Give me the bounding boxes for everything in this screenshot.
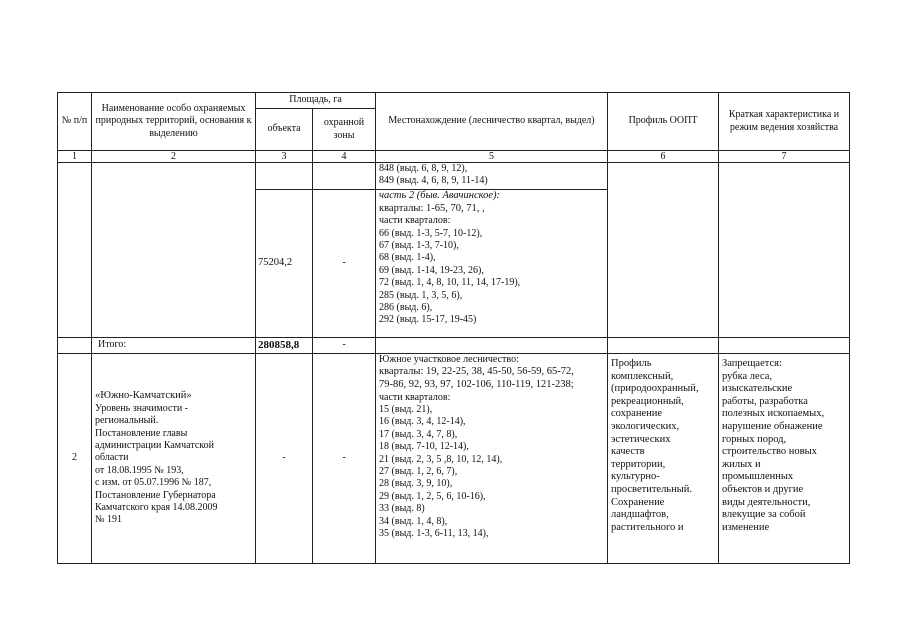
location-line: 15 (выд. 21), [379, 404, 433, 415]
row1-name [92, 163, 256, 338]
location-line: 292 (выд. 15-17, 19-45) [379, 314, 477, 326]
regime-line: Запрещается: [722, 358, 782, 369]
location-line: 18 (выд. 7-10, 12-14), [379, 441, 469, 453]
location-line: 67 (выд. 1-3, 7-10), [379, 240, 459, 251]
row1-location [376, 190, 608, 338]
name-line: с изм. от 05.07.1996 № 187, [95, 477, 212, 489]
row2-name [92, 354, 256, 564]
row2-profile [608, 354, 719, 564]
header-location: Местонахождение (лесничество квартал, выдел) [376, 93, 608, 151]
table-row [58, 163, 850, 190]
location-line: 285 (выд. 1, 3, 5, 6), [379, 289, 463, 301]
table-row [58, 354, 850, 564]
regime-line: нарушение обнажение [722, 420, 823, 432]
regime-line: изменение [722, 521, 770, 533]
row1-area-object: 75204,2 [256, 190, 313, 338]
location-line: 848 (выд. 6, 8, 9, 12), [379, 163, 468, 174]
regime-line: влекущие за собой [722, 509, 806, 521]
row1-location-top [376, 163, 608, 190]
row1-profile [608, 163, 719, 338]
location-line: Южное участковое лесничество: [379, 354, 519, 365]
regime-line: промышленных [722, 471, 794, 483]
row2-no: 2 [58, 354, 92, 564]
regime-line: изыскательские [722, 383, 793, 395]
header-row-1 [58, 93, 850, 109]
location-line: 69 (выд. 1-14, 19-23, 26), [379, 264, 484, 276]
row1-no [58, 163, 92, 338]
name-line: № 191 [95, 514, 123, 526]
total-regime [719, 338, 850, 354]
location-line: кварталы: 19, 22-25, 38, 45-50, 56-59, 65-72, [379, 366, 574, 378]
name-line: от 18.08.1995 № 193, [95, 464, 184, 476]
regime-line: жилых и [722, 458, 761, 470]
regime-line: виды деятельности, [722, 496, 811, 508]
column-number: 5 [376, 151, 608, 163]
profile-line: растительного и [611, 521, 684, 533]
regime-line: объектов и другие [722, 483, 804, 495]
location-line: 66 (выд. 1-3, 5-7, 10-12), [379, 227, 483, 239]
row1-area-buffer-top [313, 163, 376, 190]
name-line: Постановление главы [95, 427, 188, 439]
column-number: 6 [608, 151, 719, 163]
location-line: части кварталов: [379, 215, 451, 227]
profile-line: экологических, [611, 420, 680, 432]
regime-line: строительство новых [722, 446, 817, 458]
total-profile [608, 338, 719, 354]
total-label: Итого: [92, 338, 256, 354]
header-no: № п/п [58, 93, 92, 151]
location-line: 33 (выд. 8) [379, 503, 425, 515]
profile-line: сохранение [611, 408, 663, 420]
location-line: части кварталов: [379, 391, 451, 403]
location-line: 35 (выд. 1-3, 6-11, 13, 14), [379, 528, 489, 540]
profile-line: комплексный, [611, 370, 674, 382]
protected-areas-table [57, 92, 850, 564]
row2-location [376, 354, 608, 564]
regime-line: полезных ископаемых, [722, 408, 825, 420]
profile-line: ландшафтов, [611, 509, 669, 521]
header-regime: Краткая характеристика и режим ведения хозяйства [719, 93, 850, 151]
name-line: Камчатского края 14.08.2009 [95, 502, 218, 514]
profile-line: просветительный. [611, 483, 693, 495]
column-number: 1 [58, 151, 92, 163]
total-location [376, 338, 608, 354]
column-number: 7 [719, 151, 850, 163]
column-number: 3 [256, 151, 313, 163]
profile-line: культурно- [611, 471, 660, 483]
location-line: 28 (выд. 3, 9, 10), [379, 478, 453, 490]
header-area: Площадь, га [256, 93, 376, 109]
regime-line: работы, разработка [722, 395, 808, 407]
row1-regime [719, 163, 850, 338]
profile-line: Сохранение [611, 496, 665, 508]
location-line: 29 (выд. 1, 2, 5, 6, 10-16), [379, 490, 486, 502]
column-number: 2 [92, 151, 256, 163]
regime-line: горных пород, [722, 433, 787, 445]
header-profile: Профиль ООПТ [608, 93, 719, 151]
total-area-object: 280858,8 [256, 338, 313, 354]
column-number-row [58, 151, 850, 163]
regime-line: рубка леса, [722, 370, 773, 382]
profile-line: Профиль [611, 358, 652, 369]
row1-area-buffer: - [313, 190, 376, 338]
name-line: Уровень значимости - [95, 402, 189, 414]
row1-area-object-top [256, 163, 313, 190]
location-line: 79-86, 92, 93, 97, 102-106, 110-119, 121-238; [379, 379, 574, 390]
name-line: региональный. [95, 415, 159, 427]
location-line: 17 (выд. 3, 4, 7, 8), [379, 428, 458, 440]
location-line: кварталы: 1-65, 70, 71, , [379, 202, 485, 214]
name-line: администрации Камчатской [95, 439, 214, 451]
profile-line: рекреационный, [611, 395, 684, 407]
row2-area-object: - [256, 354, 313, 564]
location-line: 68 (выд. 1-4), [379, 252, 436, 264]
profile-line: (природоохранный, [611, 383, 699, 395]
name-line: области [95, 452, 129, 464]
location-line: 16 (выд. 3, 4, 12-14), [379, 416, 466, 428]
row2-regime [719, 354, 850, 564]
header-area-buffer: охранной зоны [313, 109, 376, 151]
location-part-title: часть 2 (быв. Авачинское): [379, 190, 501, 201]
header-area-object: объекта [256, 109, 313, 151]
profile-line: эстетических [611, 433, 671, 445]
row2-area-buffer: - [313, 354, 376, 564]
area-name: «Южно-Камчатский» [95, 390, 192, 402]
location-line: 286 (выд. 6), [379, 302, 433, 314]
name-line: Постановление Губернатора [95, 489, 216, 501]
location-line: 849 (выд. 4, 6, 8, 9, 11-14) [379, 175, 488, 187]
total-area-buffer: - [313, 338, 376, 354]
location-line: 34 (выд. 1, 4, 8), [379, 515, 448, 527]
profile-line: территории, [611, 458, 666, 470]
total-no [58, 338, 92, 354]
total-row [58, 338, 850, 354]
header-name: Наименование особо охраняемых природных территорий, основания к выделению [92, 93, 256, 151]
column-number: 4 [313, 151, 376, 163]
location-line: 27 (выд. 1, 2, 6, 7), [379, 466, 458, 478]
location-line: 72 (выд. 1, 4, 8, 10, 11, 14, 17-19), [379, 277, 521, 289]
location-line: 21 (выд. 2, 3, 5 ,8, 10, 12, 14), [379, 453, 503, 465]
profile-line: качеств [611, 446, 645, 458]
